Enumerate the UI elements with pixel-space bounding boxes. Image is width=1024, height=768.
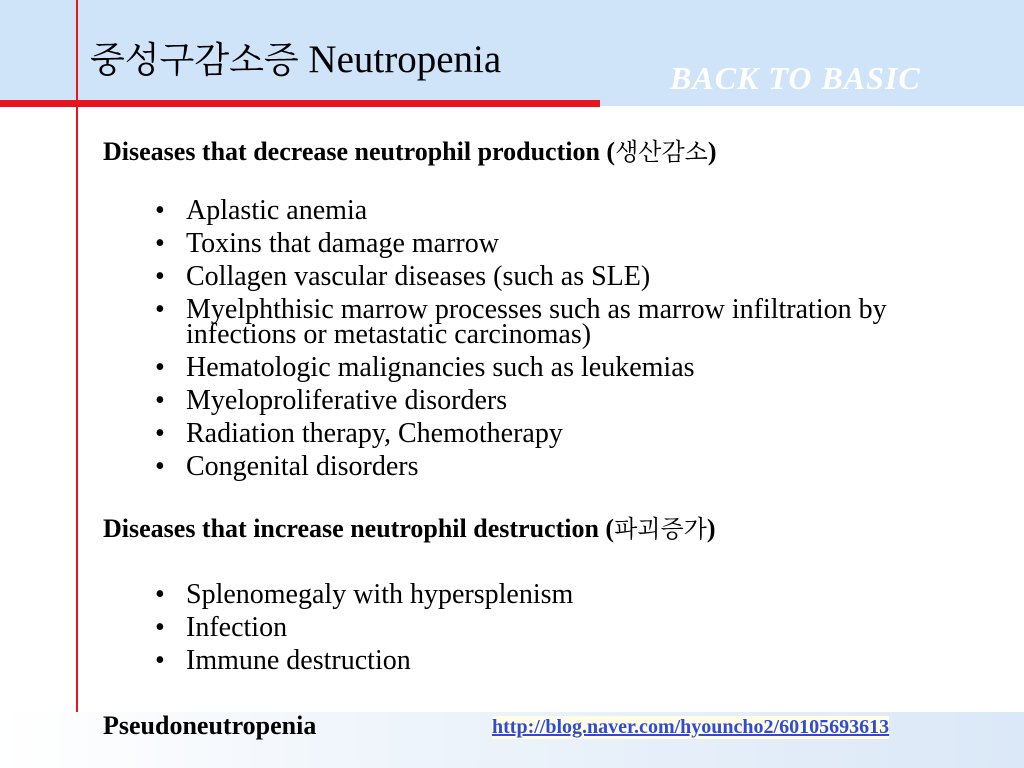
- bullet-icon: •: [155, 385, 165, 416]
- list-item: [155, 261, 915, 292]
- bullet-icon: •: [155, 612, 165, 643]
- list-item-text: Myeloproliferative disorders: [186, 385, 508, 416]
- bullet-icon: •: [155, 352, 165, 383]
- section-heading-production: Diseases that decrease neutrophil production (생산감소): [103, 137, 717, 166]
- brand-watermark: BACK TO BASIC: [670, 60, 921, 96]
- list-item-text: Congenital disorders: [186, 451, 419, 482]
- bullet-icon: •: [155, 261, 165, 292]
- left-vertical-rule: [76, 0, 78, 714]
- section-heading-pseudoneutropenia: [103, 710, 316, 742]
- list-item-text: Collagen vascular diseases (such as SLE): [186, 261, 651, 292]
- list-item: [155, 612, 915, 643]
- section-heading-korean: 생산감소: [615, 138, 708, 166]
- bullet-icon: •: [155, 294, 165, 325]
- list-item-text: Toxins that damage marrow: [186, 228, 499, 259]
- list-item-text: Aplastic anemia: [186, 195, 368, 226]
- bullet-icon: •: [155, 195, 165, 226]
- list-item: [155, 352, 915, 383]
- bullet-icon: •: [155, 451, 165, 482]
- list-item: [155, 385, 915, 416]
- bullet-icon: •: [155, 645, 165, 676]
- source-link[interactable]: http://blog.naver.com/hyouncho2/60105693613: [492, 716, 890, 738]
- list-item: [155, 418, 915, 449]
- list-item-text: Hematologic malignancies such as leukemias: [186, 352, 695, 383]
- section-heading-korean: 파괴증가: [614, 515, 707, 543]
- list-item: [155, 228, 915, 259]
- destruction-causes-list: [155, 579, 915, 681]
- section-heading-text: Diseases that decrease neutrophil production: [103, 137, 600, 166]
- list-item: [155, 195, 915, 226]
- title-korean: 중성구감소증: [90, 40, 299, 81]
- header-divider: [0, 100, 600, 107]
- list-item-text: Immune destruction: [186, 645, 411, 676]
- title-english: Neutropenia: [308, 38, 502, 81]
- list-item-text: Radiation therapy, Chemotherapy: [186, 418, 563, 449]
- slide-title: [90, 36, 501, 85]
- bullet-icon: •: [155, 579, 165, 610]
- section-heading-destruction: Diseases that increase neutrophil destruction (파괴증가): [103, 514, 716, 543]
- section-heading-text: Diseases that increase neutrophil destruction: [103, 514, 599, 543]
- bullet-icon: •: [155, 228, 165, 259]
- list-item: [155, 645, 915, 676]
- bullet-icon: •: [155, 418, 165, 449]
- list-item: [155, 579, 915, 610]
- list-item-text: Splenomegaly with hypersplenism: [186, 579, 574, 610]
- list-item: [155, 294, 915, 350]
- list-item: [155, 451, 915, 482]
- list-item-text: Myelphthisic marrow processes such as marrow infiltration by infections or metastatic carcinomas): [186, 294, 887, 350]
- production-causes-list: [155, 195, 915, 487]
- section-heading-text: Pseudoneutropenia: [103, 711, 317, 740]
- list-item-text: Infection: [186, 612, 288, 643]
